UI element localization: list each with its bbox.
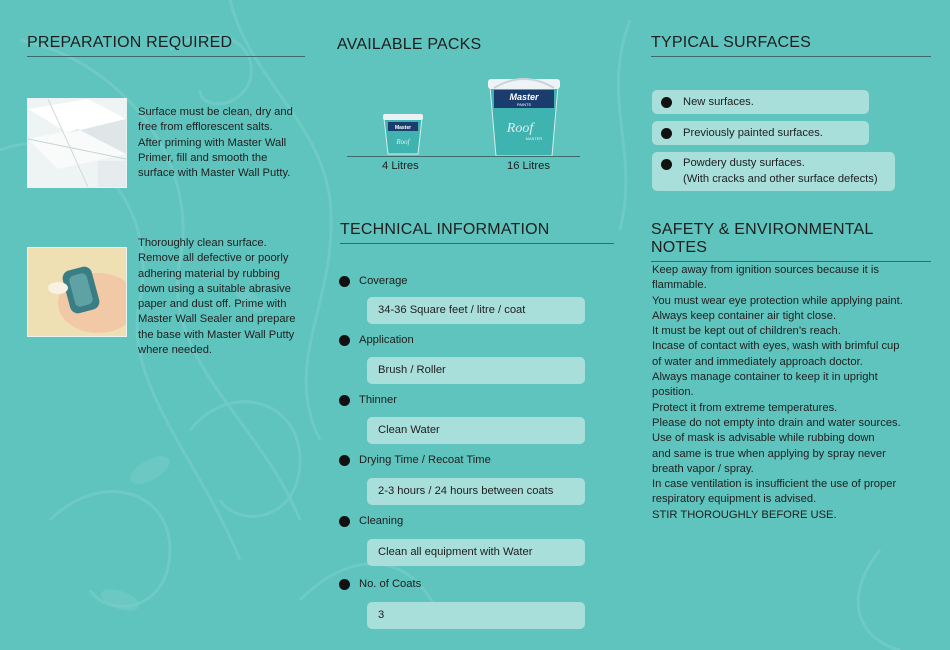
- bullet-icon: [661, 97, 672, 108]
- paint-bucket-16l-image: [484, 76, 564, 158]
- bullet-icon: [339, 579, 350, 590]
- prep2-line: Thoroughly clean surface.: [138, 237, 267, 249]
- tech-label-thinner: Thinner: [359, 394, 397, 406]
- safety-heading: SAFETY & ENVIRONMENTAL NOTES: [651, 221, 931, 262]
- bullet-icon: [339, 276, 350, 287]
- bullet-icon: [339, 516, 350, 527]
- bucket-brand-small: Master: [394, 125, 412, 131]
- prep1-line: free from efflorescent salts.: [138, 121, 273, 134]
- paint-bucket-4l-image: [380, 110, 426, 156]
- safety-line: breath vapor / spray.: [652, 462, 754, 475]
- tech-value-text: 2-3 hours / 24 hours between coats: [378, 485, 554, 497]
- packs-divider: [347, 156, 580, 157]
- tech-value-thinner: [367, 417, 585, 444]
- pack-4l-label: 4 Litres: [382, 160, 419, 172]
- tech-value-text: Brush / Roller: [378, 364, 446, 376]
- safety-line: Please do not empty into drain and water sources.: [652, 416, 901, 429]
- prep2-line: where needed.: [138, 344, 213, 357]
- prep1-line: After priming with Master Wall: [138, 136, 287, 149]
- surfaces-heading: TYPICAL SURFACES: [651, 34, 931, 57]
- tech-value-coverage: [367, 297, 585, 324]
- safety-line: It must be kept out of children’s reach.: [652, 325, 841, 338]
- bullet-icon: [339, 455, 350, 466]
- technical-heading: TECHNICAL INFORMATION: [340, 221, 614, 244]
- tech-value-coats: [367, 602, 585, 629]
- tech-value-text: 34-36 Square feet / litre / coat: [378, 304, 526, 316]
- preparation-step-1: [138, 105, 318, 181]
- tech-value-drying: [367, 478, 585, 505]
- safety-line: of water and immediately approach doctor.: [652, 355, 863, 368]
- tech-value-text: Clean all equipment with Water: [378, 546, 533, 558]
- tech-label-coverage: Coverage: [359, 275, 408, 287]
- safety-line: You must wear eye protection while applying paint.: [652, 294, 903, 307]
- safety-line: Always manage container to keep it in upright: [652, 371, 878, 384]
- pack-16l-label: 16 Litres: [507, 160, 550, 172]
- surface-item-text: New surfaces.: [683, 96, 754, 108]
- bullet-icon: [661, 159, 672, 170]
- safety-line: flammable.: [652, 279, 707, 292]
- prep2-line: Master Wall Sealer and prepare: [138, 313, 296, 326]
- safety-line: respiratory equipment is advised.: [652, 493, 817, 506]
- tech-value-text: Clean Water: [378, 424, 440, 436]
- surface-item: [652, 121, 869, 145]
- preparation-step-2: [138, 236, 328, 358]
- tech-label-drying: Drying Time / Recoat Time: [359, 454, 491, 466]
- surface-item: [652, 90, 869, 114]
- preparation-heading: PREPARATION REQUIRED: [27, 34, 305, 57]
- bucket-product-small: Roof: [396, 138, 410, 146]
- bullet-icon: [339, 395, 350, 406]
- bullet-icon: [339, 335, 350, 346]
- tech-label-coats: No. of Coats: [359, 578, 422, 590]
- prep2-line: Remove all defective or poorly: [138, 252, 289, 265]
- safety-line: position.: [652, 386, 694, 399]
- tech-label-cleaning: Cleaning: [359, 515, 404, 527]
- surface-item-text: Previously painted surfaces.: [683, 127, 823, 139]
- tech-value-cleaning: [367, 539, 585, 566]
- sanding-hand-photo: [27, 247, 127, 337]
- bucket-brand-sub-large: PAINTS: [516, 102, 532, 107]
- safety-line: Always keep container air tight close.: [652, 309, 837, 322]
- bucket-brand-large: Master: [509, 92, 539, 102]
- safety-line: Incase of contact with eyes, wash with brimful cup: [652, 340, 900, 353]
- prep1-line: Surface must be clean, dry and: [138, 106, 293, 118]
- surface-item-text: Powdery dusty surfaces.: [683, 157, 805, 169]
- prep2-line: down using a suitable abrasive: [138, 282, 291, 295]
- tech-value-application: [367, 357, 585, 384]
- roof-surface-photo: [27, 98, 127, 188]
- safety-line: STIR THOROUGHLY BEFORE USE.: [652, 508, 837, 521]
- packs-heading: AVAILABLE PACKS: [337, 36, 482, 53]
- prep1-line: Primer, fill and smooth the: [138, 151, 268, 164]
- safety-line: In case ventilation is insufficient the use of proper: [652, 478, 897, 491]
- prep2-line: adhering material by rubbing: [138, 267, 280, 280]
- tech-value-text: 3: [378, 609, 385, 621]
- bullet-icon: [661, 128, 672, 139]
- prep2-line: paper and dust off. Prime with: [138, 298, 287, 311]
- bucket-product-large: Roof: [506, 121, 534, 136]
- tech-label-application: Application: [359, 334, 414, 346]
- safety-line: Protect it from extreme temperatures.: [652, 401, 838, 414]
- safety-notes: [652, 263, 942, 523]
- safety-line: Keep away from ignition sources because it is: [652, 264, 879, 276]
- prep1-line: surface with Master Wall Putty.: [138, 167, 291, 180]
- prep2-line: the base with Master Wall Putty: [138, 328, 295, 341]
- surface-item-text-secondary: (With cracks and other surface defects): [683, 173, 878, 185]
- safety-line: and same is true when applying by spray never: [652, 447, 886, 460]
- safety-line: Use of mask is advisable while rubbing down: [652, 432, 875, 445]
- bucket-product-sub-large: MASTER: [525, 136, 543, 141]
- surface-item: [652, 152, 895, 191]
